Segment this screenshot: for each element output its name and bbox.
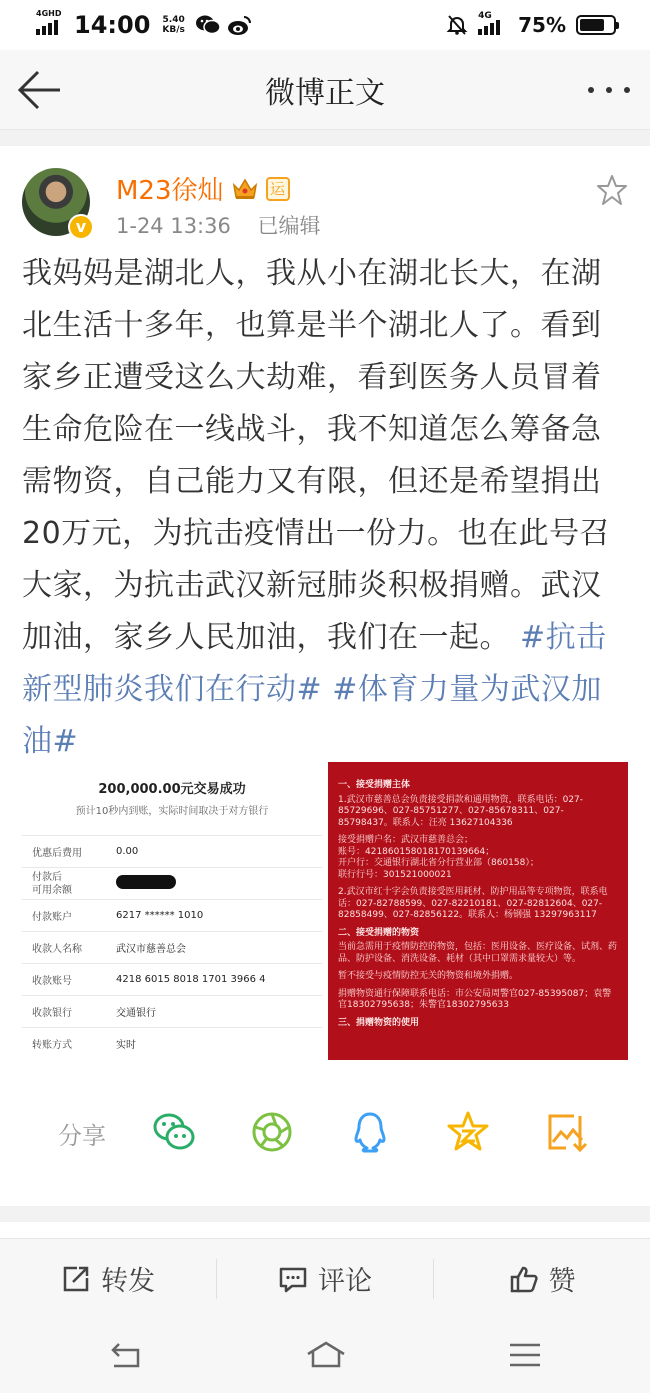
mobile-signal-icon (478, 11, 508, 35)
network-speed-value: 5.40 (162, 15, 185, 25)
post-time: 1-24 13:36 (116, 214, 231, 238)
receipt-table (22, 835, 322, 1060)
receipt-title: 200,000.00元交易成功 (98, 782, 246, 797)
back-arrow-icon[interactable] (16, 68, 64, 112)
notice-text: 1.武汉市慈善总会负责接受捐款和通用物资，联系电话：027-85729696、027-85751277、027-85678311、027-85798437。联系人：汪亮 13627104336 (338, 794, 584, 828)
mobile-network-label: 4G (478, 11, 492, 21)
redaction-mark (116, 875, 176, 889)
status-bar (0, 0, 650, 50)
system-nav-bar (0, 1318, 650, 1393)
comment-button[interactable] (216, 1259, 433, 1299)
page-title: 微博正文 (265, 75, 385, 111)
comment-label: 评论 (318, 1266, 372, 1297)
notice-text: 当前急需用于疫情防控的物资，包括：医用设备、医疗设备、试剂、药品、防护设备、消洗设备、耗材（其中口罩需求量较大）等。 (338, 942, 618, 964)
battery-fill (580, 19, 604, 31)
network-speed (162, 15, 184, 35)
network-speed-unit: KB/s (162, 25, 185, 35)
repost-label: 转发 (101, 1266, 155, 1297)
crown-member-icon[interactable] (232, 177, 258, 201)
receipt-key: 收款银行 (22, 996, 106, 1028)
avatar[interactable] (22, 168, 90, 236)
hashtag-link[interactable]: #抗击新型肺炎我们在行动# (22, 620, 607, 707)
mute-bell-icon (446, 14, 468, 36)
hashtag-link[interactable]: #体育力量为武汉加油# (22, 672, 602, 759)
cellular-signal-icon (36, 9, 66, 35)
post-text: 我妈妈是湖北人，我从小在湖北长大，在湖北生活十多年，也算是半个湖北人了。看到家乡正遭受这么大劫难，看到医务人员冒着生命危险在一线战斗，我不知道怎么筹备急需物资，自己能力又有限，但还是希望捐出20万元，为抗击疫情出一份力。也在此号召大家，为抗击武汉新冠肺炎积极捐赠。武汉加油，家乡人民加油，我们在一起。 (22, 256, 611, 655)
more-options-icon[interactable] (586, 78, 632, 102)
table-row (22, 868, 322, 900)
receipt-key: 优惠后费用 (22, 836, 106, 868)
notice-text: 捐赠物资通行保障联系电话：市公安局周警官027-85395087；袁警官18302795638；朱警官18302795633 (338, 988, 612, 1010)
repost-icon (61, 1264, 91, 1294)
table-row (22, 900, 322, 932)
system-home-icon[interactable] (304, 1340, 348, 1370)
receipt-key: 付款账户 (22, 900, 106, 932)
share-label: 分享 (58, 1122, 106, 1150)
notice-text: 暂不接受与疫情防控无关的物资和境外捐赠。 (338, 971, 519, 981)
post-meta (116, 210, 321, 240)
nav-bar (0, 50, 650, 130)
username[interactable]: M23徐灿 (116, 176, 224, 206)
username-row (116, 170, 290, 207)
notice-text: 2.武汉市红十字会负责接受医用耗材、防护用品等专项物资，联系电话：027-82788599、027-82210181、027-82812604、027-82858499、027-82856122。联系人：杨钢强 13297963117 (338, 887, 608, 920)
notice-heading: 三、捐赠物资的使用 (338, 1017, 420, 1028)
table-row (22, 932, 322, 964)
notice-text: 接受捐赠户名：武汉市慈善总会； 账号：421860158018170139664； 开户行：交通银行湖北省分行营业部（860158）； 联行行号：301521000021 (338, 835, 539, 880)
yun-badge-icon[interactable]: 运 (266, 177, 290, 201)
receipt-key: 付款后 可用余额 (22, 868, 106, 900)
save-image-icon[interactable] (544, 1110, 588, 1154)
table-row (22, 964, 322, 996)
section-divider (0, 1206, 650, 1222)
notice-heading: 二、接受捐赠的物资 (338, 927, 420, 938)
receipt-value: 6217 ****** 1010 (106, 900, 322, 932)
receipt-subtitle: 预计10秒内到账，实际时间取决于对方银行 (75, 806, 269, 817)
receipt-key: 收款账号 (22, 964, 106, 996)
receipt-value: 交通银行 (106, 996, 322, 1028)
table-row (22, 836, 322, 868)
comment-icon (278, 1264, 308, 1294)
verified-badge-icon: v (68, 214, 94, 240)
section-divider (0, 130, 650, 146)
image-transfer-receipt[interactable] (22, 760, 322, 1060)
edited-label[interactable]: 已编辑 (257, 214, 321, 238)
wechat-notification-icon (195, 14, 221, 36)
post-images (22, 760, 628, 1062)
like-button[interactable] (433, 1259, 650, 1299)
receipt-value: 实时 (106, 1028, 322, 1060)
favorite-star-icon[interactable] (596, 174, 628, 206)
battery-percent: 75% (518, 13, 566, 37)
battery-icon (576, 15, 616, 35)
moments-icon[interactable] (250, 1110, 294, 1154)
wechat-icon[interactable] (152, 1110, 196, 1154)
table-row (22, 996, 322, 1028)
system-back-icon[interactable] (108, 1340, 144, 1370)
qq-icon[interactable] (348, 1110, 392, 1154)
system-menu-icon[interactable] (508, 1340, 542, 1370)
like-label: 赞 (548, 1266, 576, 1297)
table-row (22, 1028, 322, 1060)
thumbs-up-icon (509, 1264, 539, 1294)
receipt-value: 0.00 (106, 836, 322, 868)
notice-heading: 一、接受捐赠主体 (338, 780, 411, 790)
receipt-key: 收款人名称 (22, 932, 106, 964)
receipt-value-redacted (106, 868, 322, 900)
status-time: 14:00 (74, 11, 151, 39)
share-bar (0, 1090, 650, 1172)
qzone-icon[interactable] (446, 1110, 490, 1154)
post-body (22, 248, 622, 768)
action-bar (0, 1238, 650, 1318)
repost-button[interactable] (0, 1259, 216, 1299)
receipt-value: 武汉市慈善总会 (106, 932, 322, 964)
weibo-notification-icon (227, 14, 253, 36)
receipt-value: 4218 6015 8018 1701 3966 4 (106, 964, 322, 996)
image-donation-notice[interactable] (328, 762, 628, 1060)
receipt-key: 转账方式 (22, 1028, 106, 1060)
network-type-label: 4GHD (36, 9, 62, 18)
